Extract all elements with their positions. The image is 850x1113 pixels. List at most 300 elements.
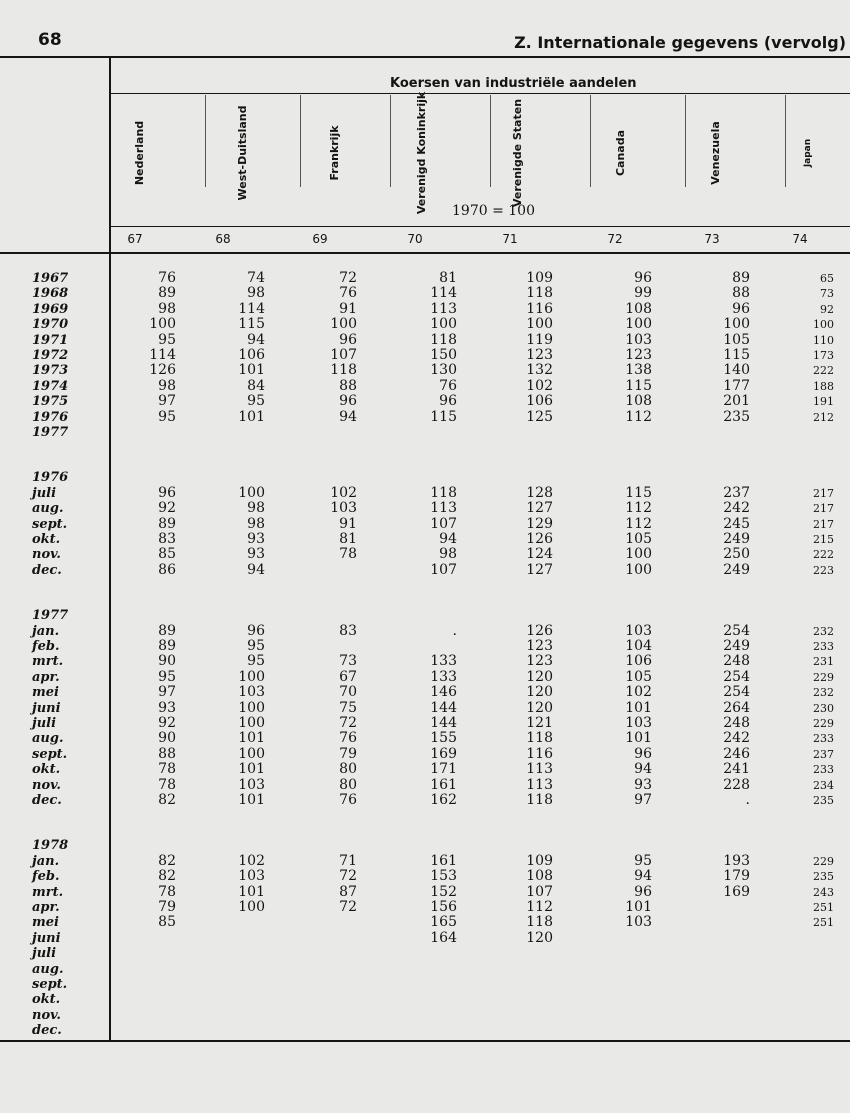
table-cell-west-duitsland: 98 — [247, 285, 265, 302]
table-cell-frankrijk: 91 — [339, 300, 357, 317]
table-cell-nederland: 89 — [158, 285, 176, 302]
table-cell-japan: 217 — [813, 486, 834, 500]
table-cell-verenigde-staten: 126 — [526, 531, 553, 547]
bottom-rule — [0, 1040, 850, 1042]
row-label: juli — [32, 485, 57, 501]
table-cell-venezuela: 100 — [723, 316, 750, 333]
table-cell-frankrijk: 70 — [339, 684, 357, 701]
table-cell-west-duitsland: 84 — [247, 377, 265, 394]
table-cell-frankrijk: 72 — [339, 868, 357, 885]
table-cell-japan: 73 — [820, 287, 834, 301]
table-cell-west-duitsland: 101 — [238, 883, 265, 900]
row-label: aug. — [32, 501, 64, 517]
row-label: mrt. — [32, 884, 64, 900]
table-cell-canada: 103 — [625, 914, 652, 931]
table-cell-nederland: 76 — [158, 270, 176, 286]
table-cell-canada: 96 — [634, 883, 652, 900]
top-rule — [0, 56, 850, 58]
table-cell-west-duitsland: 101 — [238, 792, 265, 808]
table-cell-canada: 94 — [634, 868, 652, 885]
table-cell-venezuela: 169 — [723, 883, 750, 900]
table-cell-west-duitsland: 115 — [238, 316, 265, 333]
table-cell-verenigd-koninkrijk: 94 — [439, 531, 457, 547]
table-cell-verenigde-staten: 113 — [526, 776, 553, 793]
table-cell-verenigd-koninkrijk: 107 — [430, 561, 457, 578]
group-title-rule — [109, 93, 850, 94]
table-cell-japan: 173 — [813, 349, 834, 362]
table-cell-frankrijk: 80 — [339, 776, 357, 793]
row-label: juli — [32, 946, 57, 962]
table-cell-nederland: 92 — [158, 500, 176, 517]
row-label: juni — [32, 700, 61, 716]
table-cell-verenigd-koninkrijk: 156 — [430, 899, 457, 915]
page-number: 68 — [38, 30, 62, 50]
table-cell-verenigde-staten: 124 — [526, 546, 553, 563]
column-code: 69 — [312, 232, 328, 246]
column-header-label: Verenigde Staten — [511, 98, 524, 208]
row-label: 1972 — [32, 348, 69, 363]
table-cell-venezuela: 140 — [723, 362, 750, 379]
table-cell-japan: 251 — [813, 916, 834, 930]
table-cell-verenigd-koninkrijk: 107 — [430, 515, 457, 532]
table-cell-verenigd-koninkrijk: 81 — [439, 270, 457, 286]
table-cell-frankrijk: 94 — [339, 408, 357, 425]
table-cell-verenigd-koninkrijk: 118 — [430, 331, 457, 348]
table-cell-verenigde-staten: 120 — [526, 668, 553, 685]
row-label: nov. — [32, 547, 61, 563]
table-cell-venezuela: 254 — [723, 668, 750, 685]
column-separator — [300, 95, 301, 187]
table-cell-nederland: 86 — [158, 561, 176, 578]
column-header-label: Frankrijk — [328, 125, 341, 181]
table-cell-nederland: 78 — [158, 883, 176, 900]
table-cell-frankrijk: 88 — [339, 377, 357, 394]
header-rule — [109, 226, 850, 227]
table-cell-japan: 251 — [813, 901, 834, 914]
table-cell-venezuela: . — [745, 792, 750, 808]
table-cell-japan: 235 — [813, 794, 834, 807]
table-cell-nederland: 114 — [149, 347, 176, 363]
table-cell-verenigd-koninkrijk: 76 — [439, 377, 457, 394]
table-cell-japan: 188 — [813, 379, 834, 393]
table-cell-west-duitsland: 94 — [247, 331, 265, 348]
table-cell-canada: 105 — [625, 531, 652, 547]
table-cell-verenigde-staten: 123 — [526, 638, 553, 654]
table-cell-frankrijk: 118 — [330, 362, 357, 379]
row-label: aug. — [32, 961, 64, 977]
table-cell-frankrijk: 96 — [339, 393, 357, 410]
table-cell-japan: 92 — [820, 302, 834, 316]
table-cell-west-duitsland: 101 — [238, 761, 265, 778]
row-label: 1970 — [32, 317, 69, 333]
table-cell-venezuela: 228 — [723, 776, 750, 793]
column-header-label: Nederland — [133, 120, 146, 186]
column-code: 72 — [607, 232, 623, 246]
table-cell-venezuela: 242 — [723, 500, 750, 517]
table-cell-nederland: 82 — [158, 852, 176, 869]
table-cell-venezuela: 89 — [732, 270, 750, 286]
row-label: dec. — [32, 562, 62, 578]
table-cell-canada: 123 — [625, 347, 652, 363]
table-cell-canada: 108 — [625, 300, 652, 317]
row-label: 1974 — [32, 378, 69, 394]
table-cell-nederland: 92 — [158, 715, 176, 731]
table-cell-verenigd-koninkrijk: 115 — [430, 408, 457, 425]
table-cell-canada: 101 — [625, 699, 652, 716]
table-cell-verenigde-staten: 127 — [526, 500, 553, 517]
table-cell-venezuela: 248 — [723, 715, 750, 731]
table-cell-verenigde-staten: 119 — [526, 331, 553, 348]
row-label: mrt. — [32, 654, 64, 670]
table-cell-japan: 233 — [813, 732, 834, 746]
column-header-label: West-Duitsland — [236, 105, 249, 201]
table-cell-frankrijk: 87 — [339, 883, 357, 900]
table-cell-frankrijk: 91 — [339, 515, 357, 532]
table-cell-japan: 215 — [813, 533, 834, 546]
table-cell-canada: 112 — [625, 500, 652, 517]
column-separator — [205, 95, 206, 187]
table-cell-frankrijk: 96 — [339, 331, 357, 348]
row-label: mei — [32, 915, 59, 931]
row-label: juni — [32, 930, 61, 946]
table-cell-canada: 104 — [625, 638, 652, 654]
table-cell-japan: 231 — [813, 655, 834, 669]
column-code: 71 — [502, 232, 518, 246]
table-cell-west-duitsland: 98 — [247, 500, 265, 517]
table-cell-verenigde-staten: 121 — [526, 715, 553, 731]
row-label: 1969 — [32, 301, 69, 317]
table-cell-frankrijk: 78 — [339, 546, 357, 563]
table-cell-canada: 100 — [625, 546, 652, 563]
table-cell-west-duitsland: 100 — [238, 699, 265, 716]
table-cell-frankrijk: 72 — [339, 270, 357, 286]
table-cell-nederland: 126 — [149, 362, 176, 379]
column-header-label: Canada — [614, 129, 627, 177]
table-cell-verenigde-staten: 127 — [526, 561, 553, 578]
row-label: jan. — [32, 853, 60, 869]
column-code: 73 — [704, 232, 720, 246]
table-cell-verenigde-staten: 132 — [526, 362, 553, 379]
row-label: nov. — [32, 777, 61, 793]
table-cell-verenigde-staten: 120 — [526, 684, 553, 701]
table-cell-venezuela: 237 — [723, 484, 750, 501]
column-header-venezuela — [699, 96, 733, 210]
table-cell-venezuela: 201 — [723, 393, 750, 410]
table-cell-nederland: 98 — [158, 300, 176, 317]
table-cell-west-duitsland: 95 — [247, 393, 265, 410]
table-cell-nederland: 95 — [158, 331, 176, 348]
row-label: feb. — [32, 869, 60, 885]
table-cell-venezuela: 115 — [723, 347, 750, 363]
row-label: 1967 — [32, 271, 69, 286]
table-cell-nederland: 89 — [158, 638, 176, 654]
table-cell-frankrijk: 71 — [339, 852, 357, 869]
table-cell-west-duitsland: 100 — [238, 484, 265, 501]
table-cell-japan: 110 — [813, 333, 834, 347]
table-cell-venezuela: 242 — [723, 730, 750, 747]
table-cell-frankrijk: 100 — [330, 316, 357, 333]
row-label: mei — [32, 685, 59, 701]
table-cell-verenigd-koninkrijk: 155 — [430, 730, 457, 747]
table-cell-nederland: 95 — [158, 668, 176, 685]
table-cell-japan: 100 — [813, 318, 834, 332]
table-cell-west-duitsland: 93 — [247, 531, 265, 547]
row-label: 1971 — [32, 332, 69, 348]
table-cell-nederland: 88 — [158, 745, 176, 762]
column-code: 68 — [215, 232, 231, 246]
row-label: nov. — [32, 1007, 61, 1023]
table-cell-nederland: 96 — [158, 484, 176, 501]
table-cell-verenigde-staten: 120 — [526, 929, 553, 946]
table-cell-canada: 103 — [625, 331, 652, 348]
table-cell-canada: 93 — [634, 776, 652, 793]
table-cell-canada: 115 — [625, 377, 652, 394]
table-cell-frankrijk: 83 — [339, 622, 357, 639]
table-cell-nederland: 95 — [158, 408, 176, 425]
table-cell-nederland: 82 — [158, 792, 176, 808]
table-cell-japan: 234 — [813, 778, 834, 792]
table-cell-canada: 115 — [625, 484, 652, 501]
row-label: okt. — [32, 992, 61, 1008]
table-cell-verenigde-staten: 128 — [526, 484, 553, 501]
column-separator — [590, 95, 591, 187]
table-cell-nederland: 79 — [158, 899, 176, 915]
table-cell-verenigd-koninkrijk: 169 — [430, 745, 457, 762]
row-label: sept. — [32, 746, 68, 762]
table-cell-canada: 96 — [634, 270, 652, 286]
table-cell-west-duitsland: 101 — [238, 362, 265, 379]
row-label: 1975 — [32, 394, 69, 410]
table-cell-verenigde-staten: 129 — [526, 515, 553, 532]
table-cell-verenigd-koninkrijk: 153 — [430, 868, 457, 885]
table-cell-canada: 106 — [625, 653, 652, 670]
table-cell-venezuela: 248 — [723, 653, 750, 670]
row-label: sept. — [32, 516, 68, 532]
column-separator — [685, 95, 686, 187]
table-cell-verenigd-koninkrijk: 144 — [430, 715, 457, 731]
column-code: 70 — [407, 232, 423, 246]
table-cell-verenigde-staten: 125 — [526, 408, 553, 425]
table-cell-canada: 138 — [625, 362, 652, 379]
table-cell-venezuela: 235 — [723, 408, 750, 425]
table-cell-verenigd-koninkrijk: 144 — [430, 699, 457, 716]
table-cell-verenigd-koninkrijk: 162 — [430, 792, 457, 808]
table-cell-verenigde-staten: 126 — [526, 622, 553, 639]
table-cell-canada: 95 — [634, 852, 652, 869]
row-label: okt. — [32, 532, 61, 547]
table-cell-nederland: 90 — [158, 653, 176, 670]
table-cell-verenigde-staten: 100 — [526, 316, 553, 333]
table-cell-japan: 232 — [813, 686, 834, 700]
table-cell-venezuela: 177 — [723, 377, 750, 394]
table-cell-west-duitsland: 101 — [238, 730, 265, 747]
table-cell-frankrijk: 67 — [339, 668, 357, 685]
table-cell-nederland: 85 — [158, 546, 176, 563]
table-cell-verenigde-staten: 123 — [526, 653, 553, 670]
table-cell-canada: 102 — [625, 684, 652, 701]
table-cell-verenigde-staten: 108 — [526, 868, 553, 885]
table-cell-frankrijk: 79 — [339, 745, 357, 762]
table-cell-canada: 103 — [625, 622, 652, 639]
table-cell-canada: 96 — [634, 745, 652, 762]
row-label: apr. — [32, 669, 60, 685]
table-cell-verenigd-koninkrijk: 100 — [430, 316, 457, 333]
index-base: 1970 = 100 — [452, 203, 535, 219]
row-label: feb. — [32, 639, 60, 654]
table-cell-nederland: 83 — [158, 531, 176, 547]
table-cell-west-duitsland: 93 — [247, 546, 265, 563]
table-cell-nederland: 97 — [158, 684, 176, 701]
table-cell-canada: 94 — [634, 761, 652, 778]
column-header-verenigd-koninkrijk — [405, 91, 439, 215]
table-cell-venezuela: 88 — [732, 285, 750, 302]
table-cell-nederland: 100 — [149, 316, 176, 333]
column-separator — [490, 95, 491, 187]
column-separator — [785, 95, 786, 187]
block-heading: 1978 — [32, 838, 69, 854]
table-cell-frankrijk: 73 — [339, 653, 357, 670]
table-cell-canada: 108 — [625, 393, 652, 410]
table-cell-verenigd-koninkrijk: 113 — [430, 500, 457, 517]
table-cell-west-duitsland: 103 — [238, 684, 265, 701]
table-cell-west-duitsland: 103 — [238, 868, 265, 885]
table-cell-canada: 105 — [625, 668, 652, 685]
table-cell-west-duitsland: 114 — [238, 300, 265, 317]
table-cell-nederland: 89 — [158, 515, 176, 532]
table-cell-venezuela: 250 — [723, 546, 750, 563]
table-cell-venezuela: 249 — [723, 638, 750, 654]
table-cell-japan: 222 — [813, 548, 834, 562]
table-cell-west-duitsland: 102 — [238, 852, 265, 869]
table-cell-venezuela: 254 — [723, 622, 750, 639]
row-label: 1976 — [32, 409, 69, 425]
table-cell-verenigde-staten: 109 — [526, 270, 553, 286]
table-cell-japan: 233 — [813, 640, 834, 653]
row-label: okt. — [32, 762, 61, 778]
table-cell-canada: 103 — [625, 715, 652, 731]
table-cell-japan: 235 — [813, 870, 834, 884]
row-label: 1977 — [32, 425, 69, 440]
table-cell-frankrijk: 76 — [339, 730, 357, 747]
table-cell-nederland: 85 — [158, 914, 176, 931]
table-cell-japan: 217 — [813, 517, 834, 531]
table-cell-frankrijk: 81 — [339, 531, 357, 547]
table-cell-west-duitsland: 100 — [238, 745, 265, 762]
column-separator — [390, 95, 391, 187]
table-cell-canada: 112 — [625, 515, 652, 532]
table-cell-verenigd-koninkrijk: 114 — [430, 285, 457, 302]
column-header-verenigde-staten — [501, 96, 535, 210]
table-cell-canada: 101 — [625, 730, 652, 747]
column-header-label: Japan — [803, 138, 813, 168]
table-cell-canada: 101 — [625, 899, 652, 915]
table-cell-verenigd-koninkrijk: 164 — [430, 929, 457, 946]
table-cell-verenigde-staten: 102 — [526, 377, 553, 394]
table-cell-verenigde-staten: 118 — [526, 285, 553, 302]
section-title: Z. Internationale gegevens (vervolg) — [514, 33, 846, 52]
table-cell-verenigd-koninkrijk: 150 — [430, 347, 457, 363]
table-cell-venezuela: 246 — [723, 745, 750, 762]
column-header-nederland — [123, 96, 157, 210]
table-cell-verenigd-koninkrijk: 96 — [439, 393, 457, 410]
table-cell-frankrijk: 72 — [339, 715, 357, 731]
table-cell-frankrijk: 107 — [330, 347, 357, 363]
table-cell-venezuela: 245 — [723, 515, 750, 532]
table-cell-west-duitsland: 94 — [247, 561, 265, 578]
table-cell-verenigd-koninkrijk: 171 — [430, 761, 457, 778]
table-cell-west-duitsland: 103 — [238, 776, 265, 793]
table-cell-japan: 237 — [813, 747, 834, 761]
table-cell-verenigde-staten: 116 — [526, 300, 553, 317]
table-cell-west-duitsland: 100 — [238, 899, 265, 915]
table-cell-verenigd-koninkrijk: 152 — [430, 883, 457, 900]
table-cell-verenigd-koninkrijk: 133 — [430, 653, 457, 670]
row-label: juli — [32, 716, 57, 731]
table-cell-west-duitsland: 74 — [247, 270, 265, 286]
table-cell-frankrijk: 102 — [330, 484, 357, 501]
table-cell-west-duitsland: 98 — [247, 515, 265, 532]
table-cell-verenigd-koninkrijk: 146 — [430, 684, 457, 701]
table-cell-venezuela: 241 — [723, 761, 750, 778]
column-header-west-duitsland — [226, 96, 260, 210]
row-label: dec. — [32, 793, 62, 808]
table-cell-frankrijk: 75 — [339, 699, 357, 716]
column-header-japan — [791, 96, 825, 210]
table-cell-west-duitsland: 95 — [247, 653, 265, 670]
row-label: aug. — [32, 731, 64, 747]
column-header-label: Verenigd Koninkrijk — [415, 91, 428, 215]
table-cell-nederland: 93 — [158, 699, 176, 716]
table-cell-japan: 212 — [813, 410, 834, 424]
table-cell-nederland: 82 — [158, 868, 176, 885]
table-cell-verenigd-koninkrijk: 118 — [430, 484, 457, 501]
column-code: 74 — [792, 232, 808, 246]
table-cell-japan: 232 — [813, 624, 834, 638]
group-title: Koersen van industriële aandelen — [390, 76, 637, 91]
table-cell-venezuela: 179 — [723, 868, 750, 885]
table-cell-canada: 97 — [634, 792, 652, 808]
table-cell-nederland: 98 — [158, 377, 176, 394]
table-cell-verenigd-koninkrijk: 130 — [430, 362, 457, 379]
table-cell-verenigd-koninkrijk: 133 — [430, 668, 457, 685]
table-cell-nederland: 89 — [158, 622, 176, 639]
table-cell-japan: 229 — [813, 854, 834, 868]
column-header-label: Venezuela — [709, 121, 722, 185]
column-header-canada — [604, 96, 638, 210]
table-cell-venezuela: 96 — [732, 300, 750, 317]
table-cell-japan: 229 — [813, 670, 834, 684]
table-cell-verenigd-koninkrijk: 161 — [430, 776, 457, 793]
table-cell-verenigd-koninkrijk: . — [452, 622, 457, 639]
table-cell-frankrijk: 103 — [330, 500, 357, 517]
table-cell-frankrijk: 76 — [339, 285, 357, 302]
table-cell-canada: 100 — [625, 316, 652, 333]
table-cell-venezuela: 264 — [723, 699, 750, 716]
table-cell-nederland: 78 — [158, 776, 176, 793]
table-cell-verenigde-staten: 118 — [526, 792, 553, 808]
table-cell-west-duitsland: 101 — [238, 408, 265, 425]
table-cell-japan: 191 — [813, 395, 834, 409]
row-label: sept. — [32, 977, 68, 992]
table-cell-frankrijk: 72 — [339, 899, 357, 915]
left-column-rule — [109, 56, 111, 1041]
table-cell-verenigde-staten: 118 — [526, 914, 553, 931]
table-cell-west-duitsland: 106 — [238, 347, 265, 363]
block-heading: 1976 — [32, 470, 69, 486]
block-heading: 1977 — [32, 608, 69, 624]
table-cell-verenigde-staten: 123 — [526, 347, 553, 363]
table-cell-japan: 233 — [813, 763, 834, 777]
